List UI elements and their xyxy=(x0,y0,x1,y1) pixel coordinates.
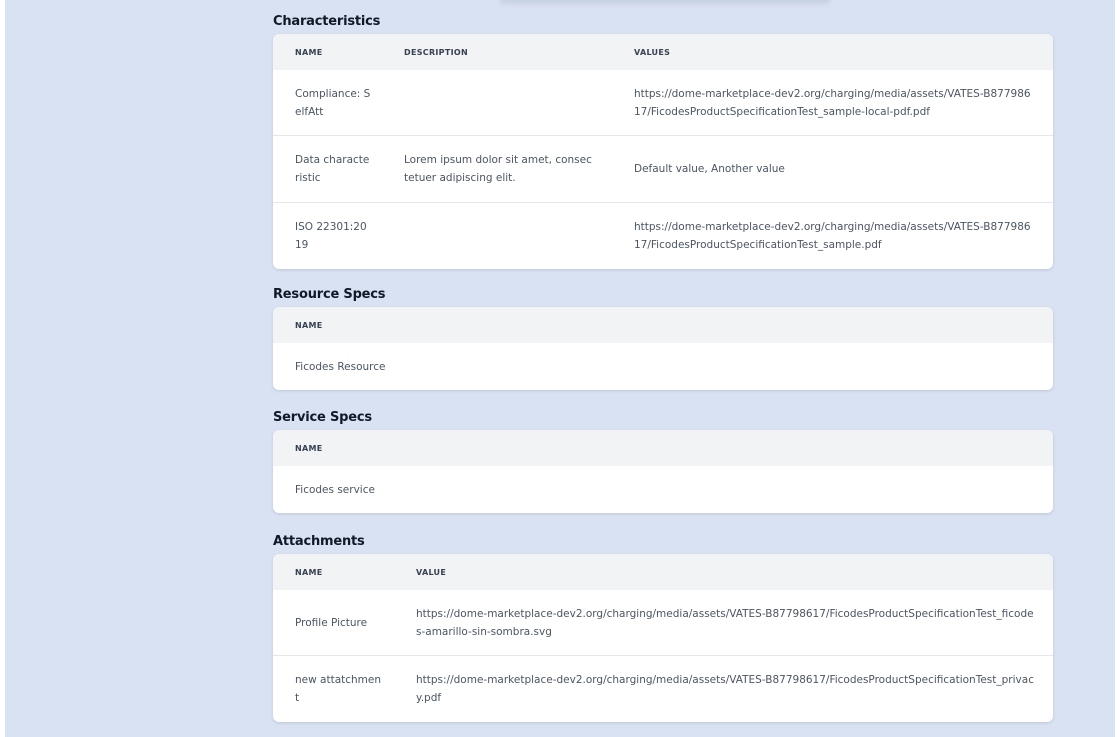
attachment-link[interactable]: https://dome-marketplace-dev2.org/charging/media/assets/VATES-B87798617/FicodesProductSpecificationTest_ficodes-amarillo-sin-sombra.svg xyxy=(416,607,1034,638)
attachment-name: new attatchment xyxy=(295,674,382,704)
characteristics-table xyxy=(273,34,1053,269)
table-row xyxy=(273,655,1053,722)
characteristic-description: Lorem ipsum dolor sit amet, consectetuer adipiscing elit. xyxy=(404,154,592,184)
top-panel-edge xyxy=(500,0,830,2)
attachments-table xyxy=(273,554,1053,722)
characteristic-name: Data characteristic xyxy=(295,154,370,184)
characteristic-name: ISO 22301:2019 xyxy=(295,221,367,251)
attachment-name: Profile Picture xyxy=(295,616,368,629)
column-header-values: VALUES xyxy=(634,47,671,57)
column-header-name: NAME xyxy=(295,47,323,57)
attachments-title: Attachments xyxy=(273,534,365,549)
resource-name: Ficodes Resource xyxy=(295,360,386,373)
resource-specs-title: Resource Specs xyxy=(273,287,386,302)
resource-specs-table xyxy=(273,307,1053,390)
service-specs-title: Service Specs xyxy=(273,410,372,425)
column-header-value: VALUE xyxy=(416,567,447,577)
characteristics-section xyxy=(273,12,1053,269)
attachments-section xyxy=(273,532,1053,722)
service-specs-section xyxy=(273,408,1053,513)
table-header xyxy=(273,554,1053,590)
table-row xyxy=(273,466,1053,513)
table-header xyxy=(273,34,1053,70)
table-row xyxy=(273,70,1053,135)
column-header-name: NAME xyxy=(295,567,323,577)
table-row xyxy=(273,343,1053,390)
service-specs-table xyxy=(273,430,1053,513)
characteristic-values: https://dome-marketplace-dev2.org/charging/media/assets/VATES-B87798617/FicodesProductSpecificationTest_sample-local-pdf.pdf xyxy=(634,87,1031,118)
column-header-name: NAME xyxy=(295,320,323,330)
table-row xyxy=(273,135,1053,202)
table-row xyxy=(273,590,1053,655)
table-row xyxy=(273,202,1053,269)
column-header-description: DESCRIPTION xyxy=(404,47,468,57)
attachment-link[interactable]: https://dome-marketplace-dev2.org/charging/media/assets/VATES-B87798617/FicodesProductSpecificationTest_privacy.pdf xyxy=(416,674,1034,704)
characteristic-values: Default value, Another value xyxy=(634,163,785,175)
characteristic-name: Compliance: SelfAtt xyxy=(295,87,371,118)
page-background xyxy=(5,0,1115,737)
resource-specs-section xyxy=(273,285,1053,390)
characteristics-title: Characteristics xyxy=(273,14,381,29)
service-name: Ficodes service xyxy=(295,483,375,496)
table-header xyxy=(273,307,1053,343)
column-header-name: NAME xyxy=(295,443,323,453)
table-header xyxy=(273,430,1053,466)
characteristic-values: https://dome-marketplace-dev2.org/charging/media/assets/VATES-B87798617/FicodesProductSpecificationTest_sample.pdf xyxy=(634,221,1031,251)
